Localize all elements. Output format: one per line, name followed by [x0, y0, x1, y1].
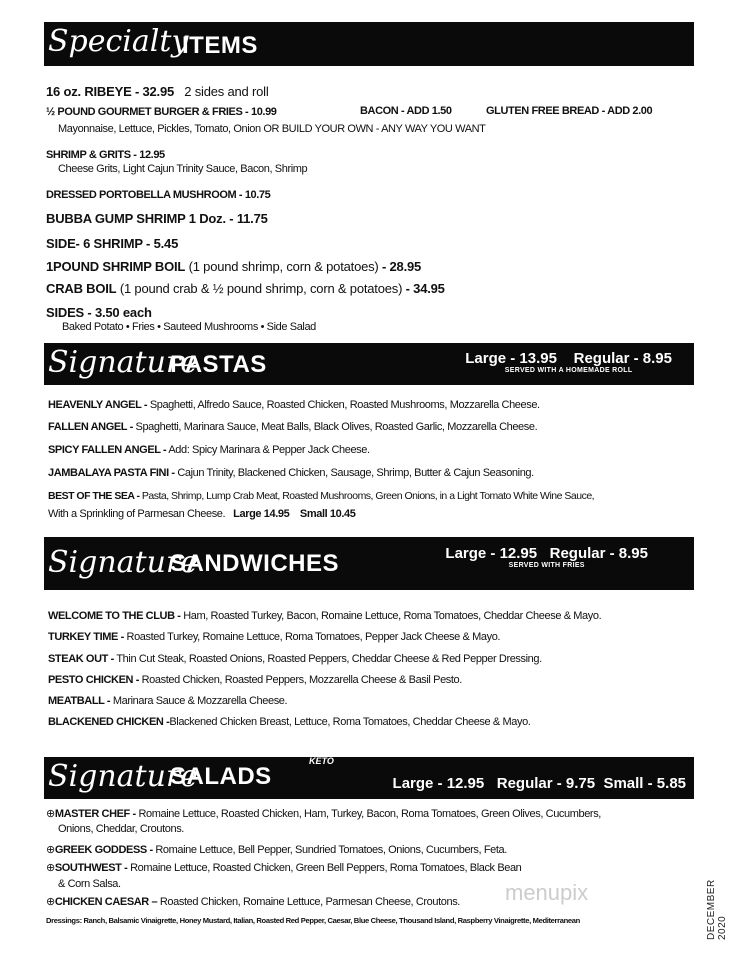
sandwich-item	[48, 653, 542, 665]
salad-item: ⊕GREEK GODDESS - Romaine Lettuce, Bell Pepper, Sundried Tomatoes, Onions, Cucumbers, Feta.	[46, 844, 507, 856]
salad-prices	[393, 775, 686, 792]
pasta-prices	[465, 350, 672, 374]
menu-item-ribeye	[46, 84, 269, 99]
price-text: Large - 12.95 Regular - 9.75 Small - 5.85	[392, 775, 686, 792]
salad-item: ⊕MASTER CHEF - Romaine Lettuce, Roasted Chicken, Ham, Turkey, Bacon, Roma Tomatoes, Green Olives, Cucumbers,	[46, 808, 601, 820]
item-desc: Romaine Lettuce, Bell Pepper, Sundried Tomatoes, Onions, Cucumbers, Feta.	[155, 844, 507, 856]
bacon-addon: BACON - ADD 1.50	[360, 105, 452, 117]
item-note: 2 sides and roll	[184, 84, 269, 99]
item-price: - 34.95	[405, 281, 445, 296]
item-desc: Marinara Sauce & Mozzarella Cheese.	[112, 695, 288, 707]
header-title: SALADS	[170, 763, 272, 790]
item-name: 16 oz. RIBEYE - 32.95	[46, 84, 175, 99]
salad-item-cont: Onions, Cheddar, Croutons.	[58, 823, 184, 835]
header-title: ITEMS	[182, 32, 258, 59]
item-desc: Thin Cut Steak, Roasted Onions, Roasted Peppers, Cheddar Cheese & Red Pepper Dressing.	[116, 653, 542, 665]
item-desc: Spaghetti, Alfredo Sauce, Roasted Chicken, Roasted Mushrooms, Mozzarella Cheese.	[149, 399, 540, 411]
item-desc: (1 pound shrimp, corn & potatoes)	[188, 259, 379, 274]
header-script: Specialty	[48, 24, 189, 59]
item-name: JAMBALAYA PASTA FINI -	[48, 467, 175, 479]
item-name: HEAVENLY ANGEL -	[48, 399, 148, 411]
price-note: SERVED WITH FRIES	[508, 562, 585, 569]
pastas-header	[44, 343, 694, 385]
item-name: TURKEY TIME -	[48, 631, 124, 643]
item-desc: Romaine Lettuce, Roasted Chicken, Ham, Turkey, Bacon, Roma Tomatoes, Green Olives, Cucumbers,	[138, 808, 601, 820]
header-script: Signature	[48, 545, 199, 580]
item-desc: Roasted Chicken, Roasted Peppers, Mozzarella Cheese & Basil Pesto.	[141, 674, 462, 686]
price-text: Large - 13.95 Regular - 8.95	[465, 350, 672, 367]
item-desc: Roasted Chicken, Romaine Lettuce, Parmesan Cheese, Croutons.	[159, 896, 460, 908]
item-desc: Roasted Turkey, Romaine Lettuce, Roma Tomatoes, Pepper Jack Cheese & Mayo.	[126, 631, 501, 643]
item-desc: Pasta, Shrimp, Lump Crab Meat, Roasted Mushrooms, Green Onions, in a Light Tomato White Wine Sauce,	[141, 490, 595, 502]
sandwich-item	[48, 610, 601, 622]
pasta-item	[48, 444, 370, 456]
menu-item-side-shrimp: SIDE- 6 SHRIMP - 5.45	[46, 236, 179, 251]
item-name: ½ POUND GOURMET BURGER & FRIES - 10.99	[46, 106, 277, 118]
header-script: Signature	[48, 345, 199, 380]
header-title: PASTAS	[170, 351, 267, 378]
item-name: SPICY FALLEN ANGEL -	[48, 444, 167, 456]
sandwich-item	[48, 674, 462, 686]
item-name: PESTO CHICKEN -	[48, 674, 139, 686]
item-desc: Add: Spicy Marinara & Pepper Jack Cheese.	[168, 444, 370, 456]
salad-item-cont: & Corn Salsa.	[58, 878, 121, 890]
item-name: MASTER CHEF -	[54, 808, 136, 820]
salad-item: ⊕SOUTHWEST - Romaine Lettuce, Roasted Chicken, Green Bell Peppers, Roma Tomatoes, Black Bean	[46, 862, 522, 874]
sandwiches-header	[44, 537, 694, 590]
item-name: GREEK GODDESS -	[54, 844, 153, 856]
date-stamp: DECEMBER 2020	[706, 879, 728, 940]
item-name: MEATBALL -	[48, 695, 111, 707]
sandwich-item	[48, 631, 500, 643]
pasta-item-cont	[48, 508, 355, 520]
item-desc: Ham, Roasted Turkey, Bacon, Romaine Lettuce, Roma Tomatoes, Cheddar Cheese & Mayo.	[183, 610, 602, 622]
item-price: Large 14.95 Small 10.45	[233, 508, 356, 520]
item-desc: With a Sprinkling of Parmesan Cheese.	[48, 508, 226, 520]
item-name: BLACKENED CHICKEN -	[48, 716, 170, 728]
price-text: Large - 12.95 Regular - 8.95	[445, 545, 648, 562]
dressings-list: Dressings: Ranch, Balsamic Vinaigrette, Honey Mustard, Italian, Roasted Red Pepper, Caesar, Blue Cheese, Thousand Island, Raspberry Vinaigrette, Mediterranean	[46, 916, 580, 925]
menu-item-grits: SHRIMP & GRITS - 12.95	[46, 149, 165, 161]
header-title: SANDWICHES	[170, 550, 340, 577]
item-name: CRAB BOIL	[46, 281, 117, 296]
gluten-free-addon: GLUTEN FREE BREAD - ADD 2.00	[486, 105, 653, 117]
pasta-item	[48, 399, 540, 411]
sandwich-prices	[445, 545, 648, 569]
item-name: BEST OF THE SEA -	[48, 490, 140, 502]
specialty-header	[44, 22, 694, 66]
item-desc: Blackened Chicken Breast, Lettuce, Roma Tomatoes, Cheddar Cheese & Mayo.	[169, 716, 531, 728]
keto-badge: KETO	[309, 756, 334, 766]
item-price: - 28.95	[381, 259, 422, 274]
item-name: 1POUND SHRIMP BOIL	[46, 259, 186, 274]
sandwich-item	[48, 695, 287, 707]
item-name: WELCOME TO THE CLUB -	[48, 610, 181, 622]
menu-item-crab-boil	[46, 281, 445, 296]
menu-item-bubba: BUBBA GUMP SHRIMP 1 Doz. - 11.75	[46, 211, 268, 226]
menu-item-portobella: DRESSED PORTOBELLA MUSHROOM - 10.75	[46, 189, 271, 201]
item-desc: Mayonnaise, Lettuce, Pickles, Tomato, Onion OR BUILD YOUR OWN - ANY WAY YOU WANT	[58, 123, 486, 135]
price-note: SERVED WITH A HOMEMADE ROLL	[504, 367, 633, 374]
salads-header	[44, 757, 694, 799]
item-name: STEAK OUT -	[48, 653, 114, 665]
item-desc: Romaine Lettuce, Roasted Chicken, Green Bell Peppers, Roma Tomatoes, Black Bean	[130, 862, 522, 874]
item-name: SOUTHWEST -	[54, 862, 128, 874]
sandwich-item	[48, 716, 530, 728]
watermark: menupix	[505, 880, 589, 905]
sides-list: Baked Potato • Fries • Sauteed Mushrooms • Side Salad	[62, 321, 316, 333]
item-desc: (1 pound crab & ½ pound shrimp, corn & potatoes)	[119, 281, 403, 296]
item-desc: Cheese Grits, Light Cajun Trinity Sauce, Bacon, Shrimp	[58, 163, 308, 175]
menu-item-sides: SIDES - 3.50 each	[46, 305, 152, 320]
pasta-item	[48, 490, 594, 502]
item-desc: Cajun Trinity, Blackened Chicken, Sausage, Shrimp, Butter & Cajun Seasoning.	[177, 467, 534, 479]
pasta-item	[48, 421, 537, 433]
item-name: FALLEN ANGEL -	[48, 421, 133, 433]
header-script: Signature	[48, 759, 199, 794]
item-name: CHICKEN CAESAR –	[54, 896, 158, 908]
menu-item-shrimp-boil	[46, 259, 421, 274]
item-desc: Spaghetti, Marinara Sauce, Meat Balls, Black Olives, Roasted Garlic, Mozzarella Cheese.	[135, 421, 538, 433]
pasta-item	[48, 467, 534, 479]
menu-item-burger	[46, 106, 277, 118]
salad-item: ⊕CHICKEN CAESAR – Roasted Chicken, Romaine Lettuce, Parmesan Cheese, Croutons.	[46, 896, 460, 908]
